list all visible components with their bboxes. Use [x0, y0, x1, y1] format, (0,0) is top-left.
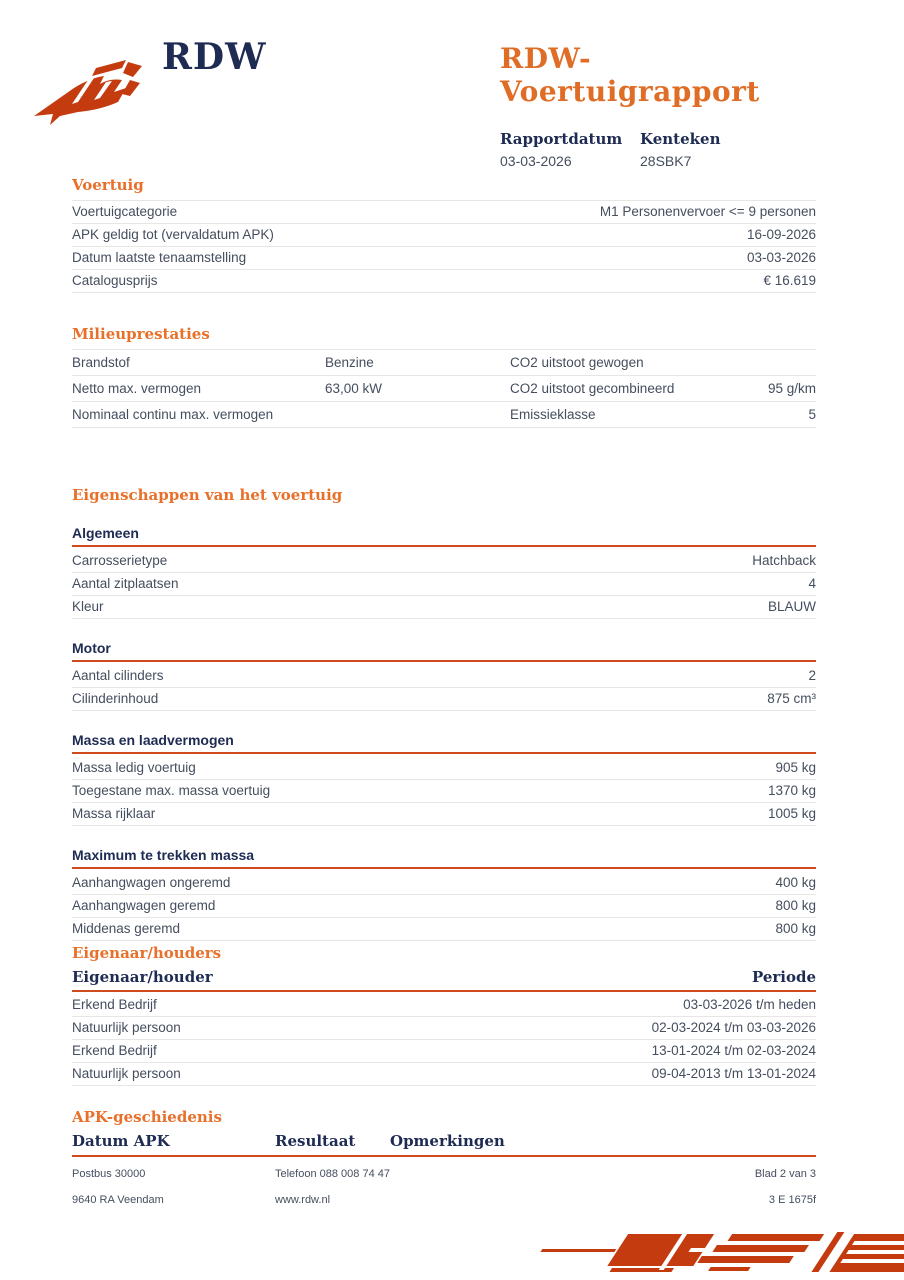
- row-value: 63,00 kW: [325, 380, 383, 396]
- table-row: [72, 688, 816, 711]
- page-indicator: Blad 2 van 3: [754, 1168, 816, 1180]
- row-label: Toegestane max. massa voertuig: [72, 783, 271, 798]
- footer-phone: Telefoon 088 008 74 47: [275, 1168, 390, 1180]
- row-value: 1370 kg: [767, 783, 816, 798]
- table-row: [72, 994, 816, 1017]
- table-row: [72, 918, 816, 941]
- row-value: 4: [808, 576, 816, 591]
- footer-row: [72, 1168, 816, 1180]
- license-plate-block: [640, 130, 780, 169]
- row-label: Voertuigcategorie: [72, 204, 178, 219]
- table-row: [72, 1017, 816, 1040]
- subsection-title: Maximum te trekken massa: [72, 847, 816, 869]
- owner-name: Natuurlijk persoon: [72, 1066, 181, 1081]
- form-code: 3 E 1675f: [768, 1194, 816, 1206]
- table-row: [72, 780, 816, 803]
- owner-name: Erkend Bedrijf: [72, 1043, 157, 1058]
- row-value: [325, 407, 510, 423]
- row-label: Emissieklasse: [510, 406, 596, 422]
- column-header-opmerkingen: Opmerkingen: [390, 1132, 505, 1150]
- voertuig-table: [72, 200, 816, 293]
- subsection-title: Algemeen: [72, 525, 816, 547]
- row-value: 95 g/km: [767, 380, 816, 396]
- section-title: APK-geschiedenis: [72, 1108, 222, 1126]
- table-row: [72, 550, 816, 573]
- milieu-table: [72, 349, 816, 428]
- row-label: Nominaal continu max. vermogen: [72, 406, 274, 422]
- row-label: CO2 uitstoot gecombineerd: [510, 380, 675, 396]
- report-date-label: Rapportdatum: [500, 130, 623, 148]
- owner-name: Natuurlijk persoon: [72, 1020, 181, 1035]
- owner-name: Erkend Bedrijf: [72, 997, 157, 1012]
- table-row: [72, 757, 816, 780]
- table-row: [72, 1063, 816, 1086]
- row-label: Netto max. vermogen: [72, 380, 202, 396]
- row-label: APK geldig tot (vervaldatum APK): [72, 227, 274, 242]
- row-value: 1005 kg: [767, 806, 816, 821]
- table-row: [72, 350, 816, 376]
- row-value: 2: [808, 668, 816, 683]
- row-value: 400 kg: [775, 875, 816, 890]
- report-date-value: 03-03-2026: [500, 153, 572, 169]
- subsection-motor: [72, 640, 816, 711]
- footer-address-line2: 9640 RA Veendam: [72, 1194, 164, 1206]
- section-apk-geschiedenis: [72, 1108, 816, 1157]
- report-date-block: [500, 130, 640, 169]
- row-value: 905 kg: [775, 760, 816, 775]
- report-header: [500, 42, 840, 169]
- section-milieuprestaties: [72, 325, 816, 428]
- row-label: Cilinderinhoud: [72, 691, 159, 706]
- row-label: Aanhangwagen geremd: [72, 898, 216, 913]
- row-value: Hatchback: [752, 553, 816, 568]
- row-label: Kleur: [72, 599, 104, 614]
- rdw-logo-wordmark: RDW: [162, 36, 267, 78]
- row-value: M1 Personenvervoer <= 9 personen: [599, 204, 816, 219]
- table-row: [72, 376, 816, 402]
- apk-table-header: [72, 1132, 816, 1157]
- motor-table: [72, 665, 816, 711]
- row-label: Brandstof: [72, 354, 130, 370]
- license-plate-value: 28SBK7: [640, 153, 692, 169]
- row-value: 03-03-2026: [746, 250, 816, 265]
- owner-period: 03-03-2026 t/m heden: [683, 997, 816, 1012]
- section-eigenschappen: [72, 486, 816, 941]
- section-eigenaar-houders: [72, 944, 816, 1086]
- table-row: [72, 224, 816, 247]
- row-label: Catalogusprijs: [72, 273, 158, 288]
- page-footer: [72, 1168, 816, 1220]
- section-title: Milieuprestaties: [72, 325, 210, 343]
- owner-table-header: [72, 968, 816, 992]
- row-value: 800 kg: [775, 921, 816, 936]
- subsection-title: Massa en laadvermogen: [72, 732, 816, 754]
- table-row: [72, 895, 816, 918]
- row-value: € 16.619: [763, 273, 816, 288]
- table-row: [72, 596, 816, 619]
- table-row: [72, 665, 816, 688]
- owner-period: 02-03-2024 t/m 03-03-2026: [651, 1020, 816, 1035]
- owner-period: 09-04-2013 t/m 13-01-2024: [651, 1066, 816, 1081]
- row-value: BLAUW: [767, 599, 816, 614]
- row-value: 5: [808, 406, 816, 422]
- row-value: 800 kg: [775, 898, 816, 913]
- row-value: Benzine: [325, 354, 374, 370]
- massa-table: [72, 757, 816, 826]
- section-title: Eigenaar/houders: [72, 944, 222, 962]
- column-header-datum-apk: Datum APK: [72, 1132, 170, 1150]
- row-label: Aantal zitplaatsen: [72, 576, 179, 591]
- footer-website: www.rdw.nl: [275, 1194, 331, 1206]
- table-row: [72, 270, 816, 293]
- footer-address-line1: Postbus 30000: [72, 1168, 146, 1180]
- subsection-algemeen: [72, 525, 816, 619]
- rdw-wing-icon: [30, 50, 158, 136]
- section-title: Voertuig: [72, 176, 144, 194]
- row-label: Middenas geremd: [72, 921, 181, 936]
- owner-period: 13-01-2024 t/m 02-03-2024: [651, 1043, 816, 1058]
- section-voertuig: [72, 176, 816, 293]
- table-row: [72, 803, 816, 826]
- footer-row: [72, 1194, 816, 1206]
- table-row: [72, 402, 816, 428]
- report-meta: [500, 130, 840, 169]
- table-row: [72, 573, 816, 596]
- row-label: Aantal cilinders: [72, 668, 164, 683]
- table-row: [72, 247, 816, 270]
- row-label: CO2 uitstoot gewogen: [510, 354, 644, 370]
- section-title: Eigenschappen van het voertuig: [72, 486, 343, 504]
- subsection-title: Motor: [72, 640, 816, 662]
- subsection-trekken-massa: [72, 847, 816, 941]
- row-value: 16-09-2026: [746, 227, 816, 242]
- row-label: Datum laatste tenaamstelling: [72, 250, 247, 265]
- row-label: Aanhangwagen ongeremd: [72, 875, 231, 890]
- column-header-owner: Eigenaar/houder: [72, 968, 213, 986]
- row-value: 875 cm³: [767, 691, 816, 706]
- subsection-massa: [72, 732, 816, 826]
- row-label: Massa ledig voertuig: [72, 760, 196, 775]
- table-row: [72, 872, 816, 895]
- column-header-period: Periode: [751, 968, 816, 986]
- table-row: [72, 201, 816, 224]
- row-label: Massa rijklaar: [72, 806, 156, 821]
- license-plate-label: Kenteken: [640, 130, 721, 148]
- algemeen-table: [72, 550, 816, 619]
- row-label: Carrosserietype: [72, 553, 168, 568]
- speed-stripes-graphic: [512, 1228, 904, 1276]
- trekken-massa-table: [72, 872, 816, 941]
- owner-table: [72, 994, 816, 1086]
- column-header-resultaat: Resultaat: [275, 1132, 356, 1150]
- page-title: RDW-Voertuigrapport: [500, 42, 760, 108]
- table-row: [72, 1040, 816, 1063]
